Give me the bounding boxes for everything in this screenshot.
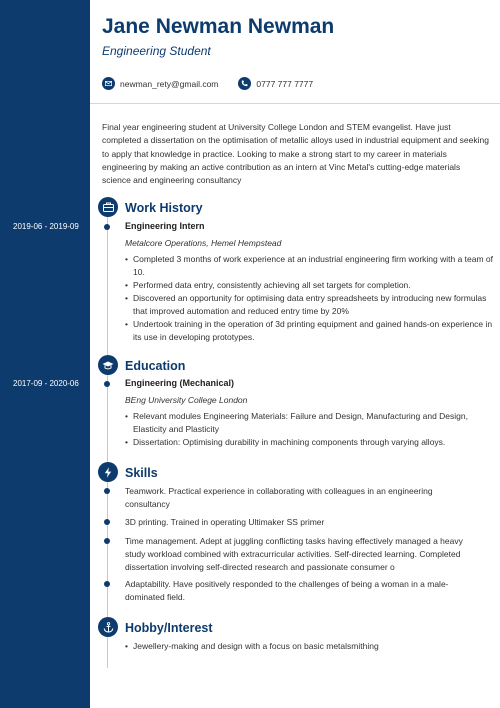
phone-contact[interactable] [238,77,313,90]
company-name: Metalcore Operations, Hemel Hempstead [125,238,282,248]
candidate-name: Jane Newman Newman [102,15,335,38]
timeline-dot [104,381,110,387]
education-bullets [125,410,498,449]
timeline-dot [104,488,110,494]
skill-item: Teamwork. Practical experience in collaborating with colleagues in an engineering consultancy [125,486,433,509]
sidebar [0,0,90,708]
candidate-title: Engineering Student [102,44,211,58]
timeline-dot [104,538,110,544]
work-bullets [125,253,498,344]
anchor-icon [98,617,118,637]
timeline-dot [104,581,110,587]
profile-summary: Final year engineering student at University College London and STEM evangelist. Have just completed a dissertation on the optimisation of metallic alloys used in industrial equipment and seeking to apply that knowledge in practice. Looking to make a strong start to my career in materials engineering by making an active contribution as an intern at Vinc Metal's cutting-edge materials science and engineering consultancy [102,122,489,186]
graduation-cap-icon [98,355,118,375]
hobby-heading: Hobby/Interest [125,621,213,635]
mail-icon [102,77,115,90]
email-contact[interactable] [102,77,218,90]
education-dates: 2017-09 - 2020-06 [13,379,79,388]
education-heading: Education [125,359,186,373]
lightning-icon [98,462,118,482]
list-item: • Performed data entry, consistently achieving all set targets for completion. [133,279,498,292]
list-item: • Discovered an opportunity for optimising data entry spreadsheets by introducing new formulas that improved automation and reduced entry time by 20% [133,292,498,318]
school-name: BEng University College London [125,395,248,405]
email-text: newman_rety@gmail.com [120,78,219,89]
job-title: Engineering Intern [125,221,205,231]
timeline-dot [104,519,110,525]
timeline-line [107,216,108,668]
skill-item: Adaptability. Have positively responded to the challenges of being a woman in a male-dominated field. [125,579,449,602]
work-dates: 2019-06 - 2019-09 [13,222,79,231]
phone-text: 0777 777 7777 [256,78,314,89]
degree-title: Engineering (Mechanical) [125,378,235,388]
list-item: • Completed 3 months of work experience at an industrial engineering firm working with a team of 10. [133,253,498,279]
skills-heading: Skills [125,466,158,480]
contact-info [102,77,313,90]
hobby-bullets [125,640,498,653]
briefcase-icon [98,197,118,217]
timeline-dot [104,224,110,230]
resume-header [102,14,492,58]
list-item: • Jewellery-making and design with a focus on basic metalsmithing [133,640,498,653]
phone-icon [238,77,251,90]
skill-item: 3D printing. Trained in operating Ultimaker SS primer [125,517,325,527]
skill-item: Time management. Adept at juggling conflicting tasks having effectively managed a heavy study workload combined with extracurricular activities. Self-directed learning. Completed dissertation involving self-directed research and passionate consumer o [125,536,463,572]
header-divider [90,103,500,104]
list-item: • Undertook training in the operation of 3d printing equipment and gained hands-on experience in its use in developing prototypes. [133,318,498,344]
work-history-heading: Work History [125,201,203,215]
list-item: • Relevant modules Engineering Materials: Failure and Design, Manufacturing and Design, Elasticity and Plasticity [133,410,498,436]
list-item: • Dissertation: Optimising durability in machining components through varying alloys. [133,436,498,449]
